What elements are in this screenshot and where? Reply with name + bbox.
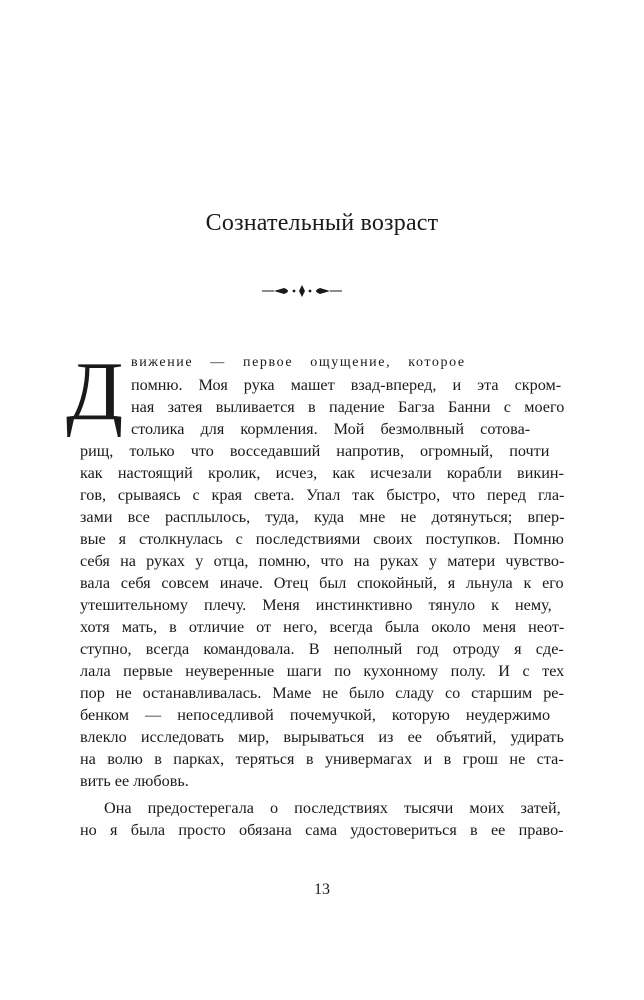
chapter-title: Сознательный возраст	[205, 210, 439, 236]
page-number: 13	[314, 881, 330, 898]
text-line: хотя мать, в отличие от него, всегда была около меня неот-	[80, 618, 565, 636]
text-line: зами все расплылось, туда, куда мне не дотянуться; впер-	[80, 508, 565, 526]
text-line: вые я столкнулась с последствиями своих поступков. Помню	[80, 530, 564, 548]
text-line: вить ее любовь.	[80, 772, 189, 790]
text-line: вала себя совсем иначе. Отец был спокойный, я льнула к его	[80, 574, 564, 592]
text-line-indent: Она предостерегала о последствиях тысячи моих затей,	[104, 799, 561, 817]
text-line: себя на руках у отца, помню, что на руках у матери чувство-	[80, 552, 565, 570]
text-line: бенком — непоседливой почемучкой, которую неудержимо	[80, 706, 551, 724]
text-line: на волю в парках, теряться в универмагах и в грош не ста-	[80, 750, 564, 768]
text-line: столика для кормления. Мой безмолвный сотова-	[131, 420, 531, 438]
text-line: помню. Моя рука машет взад-вперед, и эта скром-	[131, 376, 562, 394]
text-line: влекло исследовать мир, вырываться из ее объятий, удирать	[80, 728, 564, 746]
text-line-first: вижение — первое ощущение, которое	[131, 355, 466, 370]
ornament-divider-icon	[262, 283, 342, 299]
text-line: ная затея выливается в падение Багза Банни с моего	[131, 398, 565, 416]
text-line: утешительному плечу. Меня инстинктивно тянуло к нему,	[80, 596, 552, 614]
text-line: ступно, всегда командовала. В неполный год отроду я сде-	[80, 640, 564, 658]
text-line: как настоящий кролик, исчез, как исчезали корабли викин-	[80, 464, 564, 482]
text-line: рищ, только что восседавший напротив, огромный, почти	[80, 442, 550, 460]
text-line: пор не останавливалась. Маме не было сладу со старшим ре-	[80, 684, 564, 702]
text-line: но я была просто обязана сама удостовериться в ее право-	[80, 821, 564, 839]
text-line: гов, срываясь с края света. Упал так быстро, что перед гла-	[80, 486, 565, 504]
text-line: лала первые неуверенные шаги по кухонному полу. И с тех	[80, 662, 565, 680]
drop-cap: Д	[66, 345, 124, 438]
